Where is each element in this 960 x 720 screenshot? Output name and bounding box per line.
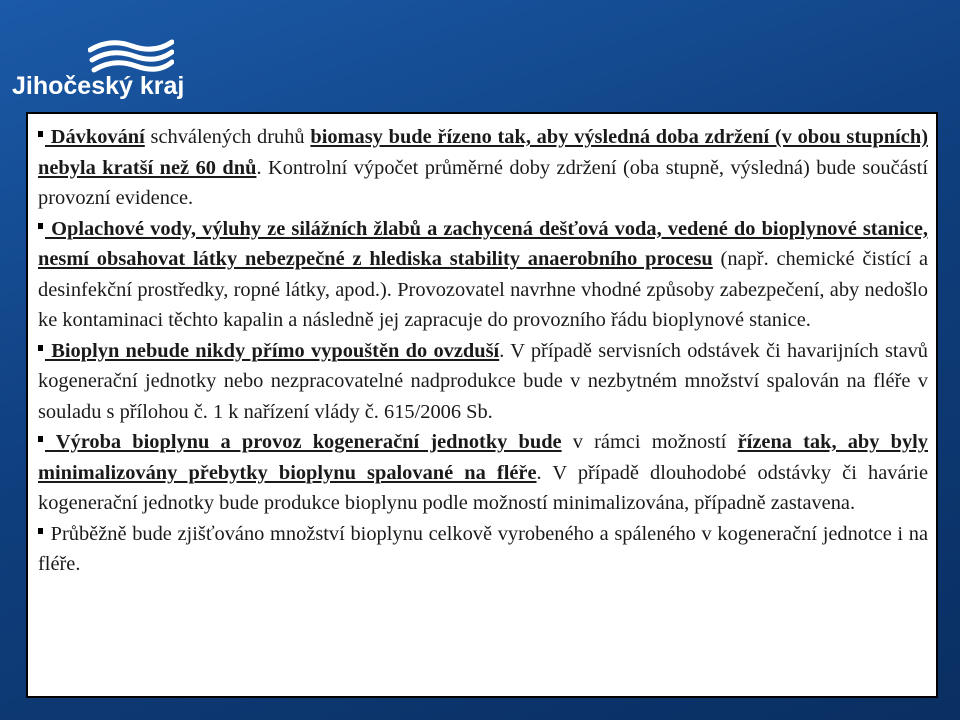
square-bullet-icon xyxy=(38,436,43,442)
highlight-text: Výroba bioplynu a provoz kogenerační jednotky bude xyxy=(45,431,562,453)
body-text: schválených druhů xyxy=(144,126,311,148)
highlight-text: Dávkování xyxy=(45,126,145,148)
paragraph-prubezne xyxy=(38,519,928,580)
logo-text: Jihočeský kraj xyxy=(12,72,185,100)
body-text: v rámci možností xyxy=(561,431,738,453)
content-body xyxy=(38,122,928,580)
square-bullet-icon xyxy=(38,131,43,137)
body-text: Průběžně bude zjišťováno množství bioplynu celkově vyrobeného a spáleného v kogenerační jednotce i na fléře. xyxy=(38,522,928,575)
paragraph-oplachove xyxy=(38,214,928,336)
paragraph-davkovani xyxy=(38,122,928,214)
square-bullet-icon xyxy=(38,345,43,351)
square-bullet-icon xyxy=(38,223,43,229)
highlight-text: Bioplyn nebude nikdy přímo vypouštěn do ovzduší xyxy=(45,339,500,362)
highlight-text: řízena tak, aby byly minimalizovány přebytky bioplynu spalované na fléře xyxy=(38,431,929,484)
highlight-text: biomasy bude řízeno tak, aby výsledná doba zdržení (v obou stupních) nebyla kratší než 60 dnů xyxy=(38,126,928,179)
jihocesky-kraj-logo xyxy=(8,36,208,110)
body-text: . Kontrolní výpočet průměrné doby zdržení (oba stupně, výsledná) bude součástí provozní evidence. xyxy=(38,156,928,209)
paragraph-bioplyn xyxy=(38,336,928,428)
square-bullet-icon xyxy=(38,528,43,534)
content-panel xyxy=(26,112,938,698)
paragraph-vyroba xyxy=(38,427,928,519)
body-text: . V případě dlouhodobé odstávky či havárie kogenerační jednotky bude produkce bioplynu podle možností minimalizována, případně zastavena. xyxy=(38,461,928,514)
body-text: (např. chemické čistící a desinfekční prostředky, ropné látky, apod.). Provozovatel navrhne vhodné způsoby zabezpečení, aby nedošlo ke kontaminaci těchto kapalin a následně jej zapracuje do provozního řádu bioplynové stanice. xyxy=(38,248,928,331)
body-text: . V případě servisních odstávek či havarijních stavů kogenerační jednotky nebo nezpracovatelné nadprodukce bude v nezbytném množství spalován na fléře v souladu s přílohou č. 1 k nařízení vlády č. 615/2006 Sb. xyxy=(38,339,929,423)
wave-logo-icon xyxy=(88,36,174,76)
highlight-text: Oplachové vody, výluhy ze silážních žlabů a zachycená dešťová voda, vedené do bioplynové stanice, nesmí obsahovat látky nebezpečné z hlediska stability anaerobního procesu xyxy=(38,217,928,270)
